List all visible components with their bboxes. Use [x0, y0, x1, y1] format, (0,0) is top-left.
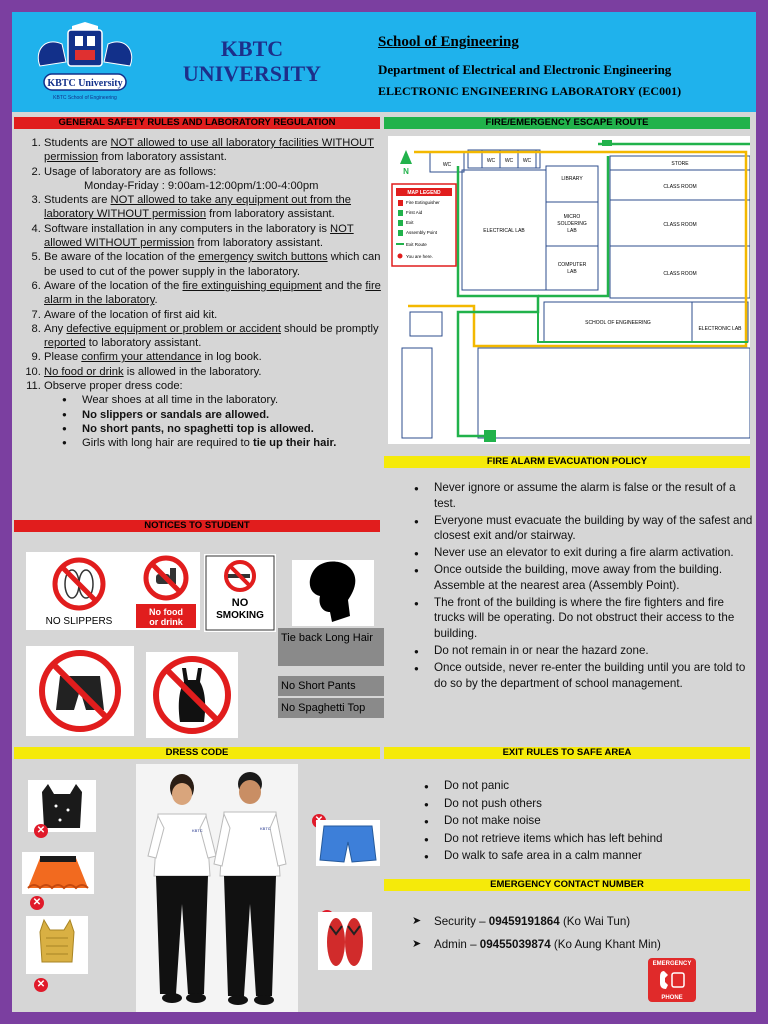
policy-item: ● Once outside, never re-enter the building until you are told to do so by the department of school management.: [408, 660, 754, 692]
svg-text:SCHOOL OF ENGINEERING: SCHOOL OF ENGINEERING: [585, 320, 651, 326]
svg-text:LAB: LAB: [567, 269, 577, 275]
rule-item: 5. Be aware of the location of the emergency switch buttons which can be used to cut of the power supply in the laboratory.: [44, 250, 382, 279]
exit-rules-list: [418, 778, 748, 866]
not-allowed-icon: ✕: [30, 896, 44, 910]
emergency-label: EMERGENCY: [652, 961, 692, 967]
shorts-icon: [316, 820, 380, 866]
svg-text:NO: NO: [231, 597, 249, 609]
svg-text:LIBRARY: LIBRARY: [561, 176, 583, 182]
svg-text:CLASS ROOM: CLASS ROOM: [663, 271, 697, 277]
notices-heading: NOTICES TO STUDENT: [14, 520, 380, 532]
legend-item: Fire Extinguisher: [406, 200, 440, 205]
university-name: KBTC UNIVERSITY: [182, 36, 322, 86]
rule-item: 11. Observe proper dress code: ● Wear shoes at all time in the laboratory. ● No slippers or sandals are allowed. ● No short pants, no spaghetti top is allowed. ● Girls with long hair are required to tie up their hair.: [44, 379, 382, 450]
rule-item: 7. Aware of the location of first aid kit.: [44, 308, 382, 322]
legend-item: First Aid: [406, 210, 423, 215]
safety-rules-heading: GENERAL SAFETY RULES AND LABORATORY REGULATION: [14, 117, 380, 129]
dress-code-heading: DRESS CODE: [14, 747, 380, 759]
legend-item: You are here.: [406, 254, 433, 259]
north-label: N: [403, 167, 409, 176]
evacuation-policy-list: [408, 480, 754, 692]
exit-sign-icon: [602, 140, 612, 146]
rule-item: 3. Students are NOT allowed to take any equipment out from the laboratory WITHOUT permission from laboratory assistant.: [44, 193, 382, 222]
exit-rules-heading: EXIT RULES TO SAFE AREA: [384, 747, 750, 759]
policy-item: ● Never ignore or assume the alarm is false or the result of a test.: [408, 480, 754, 512]
no-short-pants-caption: No Short Pants: [278, 676, 384, 696]
orange-skirt-image: [22, 852, 94, 894]
svg-text:STORE: STORE: [671, 161, 689, 167]
no-food-sign: [132, 552, 200, 630]
logo-subtext: KBTC School of Engineering: [53, 95, 117, 101]
policy-item: ● Never use an elevator to exit during a fire alarm activation.: [408, 545, 754, 561]
svg-text:CLASS ROOM: CLASS ROOM: [663, 222, 697, 228]
fire-extinguisher-icon: [398, 200, 403, 206]
svg-text:WC: WC: [522, 158, 532, 164]
no-short-pants-icon: [26, 646, 134, 736]
no-slippers-icon: [26, 552, 132, 630]
no-food-icon: [132, 552, 200, 630]
no-spaghetti-top-icon: [146, 652, 238, 738]
svg-text:COMPUTER: COMPUTER: [557, 262, 587, 268]
svg-text:SMOKING: SMOKING: [216, 610, 264, 621]
svg-text:WC: WC: [442, 162, 452, 168]
red-sandals-image: [318, 912, 372, 970]
evacuation-policy-heading: FIRE ALARM EVACUATION POLICY: [384, 456, 750, 468]
dress-rule: ● No short pants, no spaghetti top is allowed.: [62, 422, 382, 436]
legend-title: MAP LEGEND: [407, 190, 441, 196]
phone-icon: [648, 967, 696, 993]
laboratory-name: ELECTRONIC ENGINEERING LABORATORY (EC001): [378, 84, 682, 98]
gold-top-image: [26, 916, 88, 974]
svg-text:LAB: LAB: [567, 228, 577, 234]
you-are-here-icon: [398, 254, 403, 259]
safety-poster: [12, 12, 756, 1012]
assembly-point-marker-icon: [484, 430, 496, 442]
no-smoking-icon: [204, 554, 276, 632]
rule-item: 1. Students are NOT allowed to use all laboratory facilities WITHOUT permission from laboratory assistant.: [44, 136, 382, 165]
no-short-pants-sign: [26, 646, 134, 736]
exit-rule: ● Do not push others: [418, 796, 748, 813]
svg-text:WC: WC: [486, 158, 496, 164]
escape-route-heading: FIRE/EMERGENCY ESCAPE ROUTE: [384, 117, 750, 129]
blue-shorts-image: [316, 820, 380, 866]
emergency-contacts: [412, 910, 661, 956]
exit-rule: ● Do not make noise: [418, 813, 748, 830]
exit-rule: ● Do walk to safe area in a calm manner: [418, 848, 748, 865]
sandals-icon: [318, 912, 372, 970]
dress-rule: ● No slippers or sandals are allowed.: [62, 408, 382, 422]
rule-item: 10. No food or drink is allowed in the laboratory.: [44, 365, 382, 379]
shirt-logo: KBTC: [192, 828, 203, 833]
first-aid-icon: [398, 210, 403, 216]
policy-item: ● Once outside the building, move away from the building. Assemble at the nearest area (Assembly Point).: [408, 562, 754, 594]
rule-item: 6. Aware of the location of the fire extinguishing equipment and the fire alarm in the laboratory.: [44, 279, 382, 308]
policy-item: ● The front of the building is where the fire fighters and fire trucks will be operating. Do not obstruct their access to the building.: [408, 595, 754, 642]
not-allowed-icon: ✕: [34, 824, 48, 838]
north-arrow-icon: [400, 150, 412, 164]
logo-text: KBTC University: [47, 78, 123, 89]
svg-text:SOLDERING: SOLDERING: [557, 221, 587, 227]
svg-text:CLASS ROOM: CLASS ROOM: [663, 184, 697, 190]
emergency-contact-heading: EMERGENCY CONTACT NUMBER: [384, 879, 750, 891]
no-smoking-sign: [204, 554, 276, 632]
map-room-labels: [443, 158, 742, 332]
tie-hair-image: [292, 560, 374, 626]
department-name: Department of Electrical and Electronic Engineering: [378, 62, 672, 77]
legend-item: Assembly Point: [406, 230, 438, 235]
svg-text:NO SLIPPERS: NO SLIPPERS: [45, 616, 113, 627]
skirt-icon: [22, 852, 94, 894]
dress-rule: ● Girls with long hair are required to tie up their hair.: [62, 436, 382, 450]
no-spaghetti-top-sign: [146, 652, 238, 738]
dress-code-photo: [136, 764, 298, 1012]
header-banner: [12, 12, 756, 112]
svg-text:WC: WC: [504, 158, 514, 164]
rule-item: 2. Usage of laboratory are as follows: Monday-Friday : 9:00am-12:00pm/1:00-4:00pm: [44, 165, 382, 194]
exit-rule: ● Do not retrieve items which has left behind: [418, 831, 748, 848]
admin-contact[interactable]: ➤ Admin – 09455039874 (Ko Aung Khant Min): [412, 933, 661, 956]
policy-item: ● Do not remain in or near the hazard zone.: [408, 643, 754, 659]
svg-text:ELECTRICAL LAB: ELECTRICAL LAB: [483, 228, 525, 234]
rule-item: 9. Please confirm your attendance in log book.: [44, 350, 382, 364]
legend-item: Exit: [406, 220, 414, 225]
phone-label: PHONE: [661, 995, 683, 1001]
assembly-point-icon: [398, 230, 403, 236]
shirt-logo: KBTC: [260, 826, 271, 831]
legend-item: Exit Route: [406, 242, 427, 247]
emergency-phone-sign: [648, 958, 696, 1002]
svg-text:or drink: or drink: [149, 617, 183, 627]
exit-rule: ● Do not panic: [418, 778, 748, 795]
security-contact[interactable]: ➤ Security – 09459191864 (Ko Wai Tun): [412, 910, 661, 933]
dress-rule: ● Wear shoes at all time in the laboratory.: [62, 393, 382, 407]
safety-rules-list: [18, 136, 382, 451]
escape-route-map: [388, 136, 750, 444]
svg-text:ELECTRONIC LAB: ELECTRONIC LAB: [698, 326, 742, 332]
svg-text:MICRO: MICRO: [563, 214, 581, 220]
policy-item: ● Everyone must evacuate the building by way of the safest and closest exit and/or stairway.: [408, 513, 754, 545]
woman-silhouette-icon: [292, 560, 374, 626]
svg-text:No food: No food: [149, 607, 183, 617]
university-crest-icon: [30, 22, 140, 104]
no-slippers-sign: [26, 552, 132, 630]
exit-icon: [398, 220, 403, 226]
no-spaghetti-top-caption: No Spaghetti Top: [278, 698, 384, 718]
students-uniform-illustration: [136, 764, 298, 1012]
rule-item: 8. Any defective equipment or problem or accident should be promptly reported to laboratory assistant.: [44, 322, 382, 351]
not-allowed-icon: ✕: [34, 978, 48, 992]
school-name: School of Engineering: [378, 34, 519, 50]
tie-hair-caption: Tie back Long Hair: [278, 628, 384, 666]
sleeveless-top-icon: [26, 916, 88, 974]
rule-item: 4. Software installation in any computers in the laboratory is NOT allowed WITHOUT permission from laboratory assistant.: [44, 222, 382, 251]
